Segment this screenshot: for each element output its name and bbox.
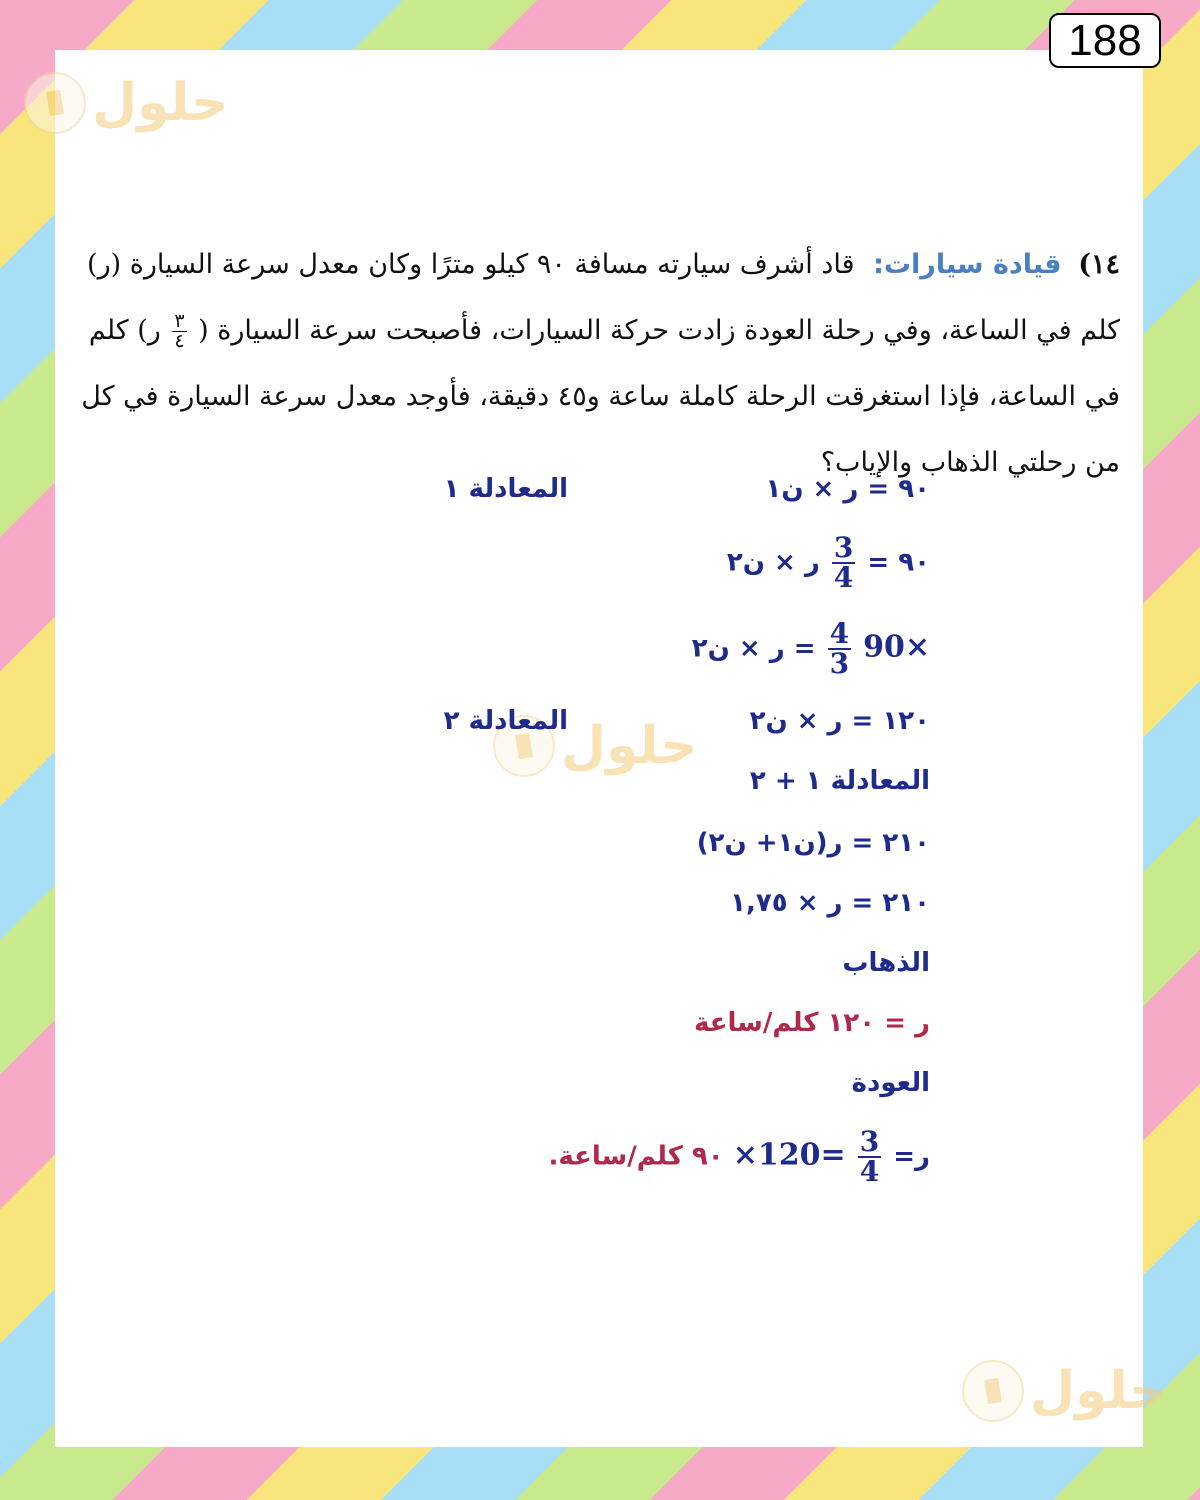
return-fraction <box>858 1125 881 1188</box>
watermark-text: حلول <box>92 73 229 133</box>
equation-2-label: المعادلة ٢ <box>443 706 568 736</box>
equation-1: ٩٠ = ر × ن١ <box>765 474 930 504</box>
fraction-denominator: 4 <box>859 1155 880 1188</box>
equation-3-left: 90× <box>863 629 930 665</box>
equation-6: ٢١٠ = ر × ١,٧٥ <box>730 888 930 918</box>
going-label: الذهاب <box>842 948 930 978</box>
fraction-numerator: 3 <box>859 1125 880 1158</box>
return-mid: ×120= <box>732 1137 846 1173</box>
equation-1-label: المعادلة ١ <box>443 474 568 504</box>
watermark-logo-bottom <box>962 1360 1166 1422</box>
equation-2 <box>726 531 930 594</box>
equation-4: ١٢٠ = ر × ن٢ <box>749 706 930 736</box>
fraction-denominator: ٤ <box>174 330 185 352</box>
equations-sum-label: المعادلة ١ + ٢ <box>749 766 930 796</box>
book-icon <box>962 1360 1024 1422</box>
watermark-text: حلول <box>1030 1361 1167 1421</box>
equation-3 <box>691 617 930 680</box>
fraction-denominator: 4 <box>833 561 854 594</box>
fraction-numerator: 3 <box>833 531 854 564</box>
return-left: ر= <box>893 1141 930 1172</box>
book-icon <box>24 72 86 134</box>
fraction-denominator: 3 <box>829 647 850 680</box>
equation-3-fraction <box>828 617 851 680</box>
problem-topic: قيادة سيارات: <box>873 249 1062 280</box>
return-answer: ٩٠ كلم/ساعة. <box>548 1141 724 1172</box>
return-equation <box>548 1125 931 1188</box>
fraction-numerator: ٣ <box>174 310 185 333</box>
equation-2-right: ر × ن٢ <box>726 547 820 578</box>
equation-2-fraction <box>832 531 855 594</box>
going-answer: ر = ١٢٠ كلم/ساعة <box>694 1008 930 1038</box>
problem-text-part2: ر) كلم في الساعة، فإذا استغرقت الرحلة كاملة ساعة و٤٥ دقيقة، فأوجد معدل سرعة السيارة في كل من رحلتي الذهاب والإياب؟ <box>81 315 1120 478</box>
problem-text-part1: قاد أشرف سيارته مسافة ٩٠ كيلو مترًا وكان معدل سرعة السيارة (ر) كلم في الساعة، وفي رحلة العودة زادت حركة السيارات، فأصبحت سرعة السيارة ( <box>87 249 1120 346</box>
watermark-text: حلول <box>561 716 698 776</box>
problem-number: ١٤) <box>1078 249 1120 280</box>
equation-2-left: ٩٠ = <box>867 547 930 578</box>
equation-5: ٢١٠ = ر(ن١+ ن٢) <box>696 828 930 858</box>
fraction-numerator: 4 <box>829 617 850 650</box>
problem-statement <box>80 232 1120 496</box>
equation-3-right: = ر × ن٢ <box>691 633 816 664</box>
page-number: 188 <box>1049 13 1161 68</box>
watermark-logo-top <box>24 72 228 134</box>
problem-fraction <box>172 312 186 351</box>
return-label: العودة <box>851 1068 930 1098</box>
